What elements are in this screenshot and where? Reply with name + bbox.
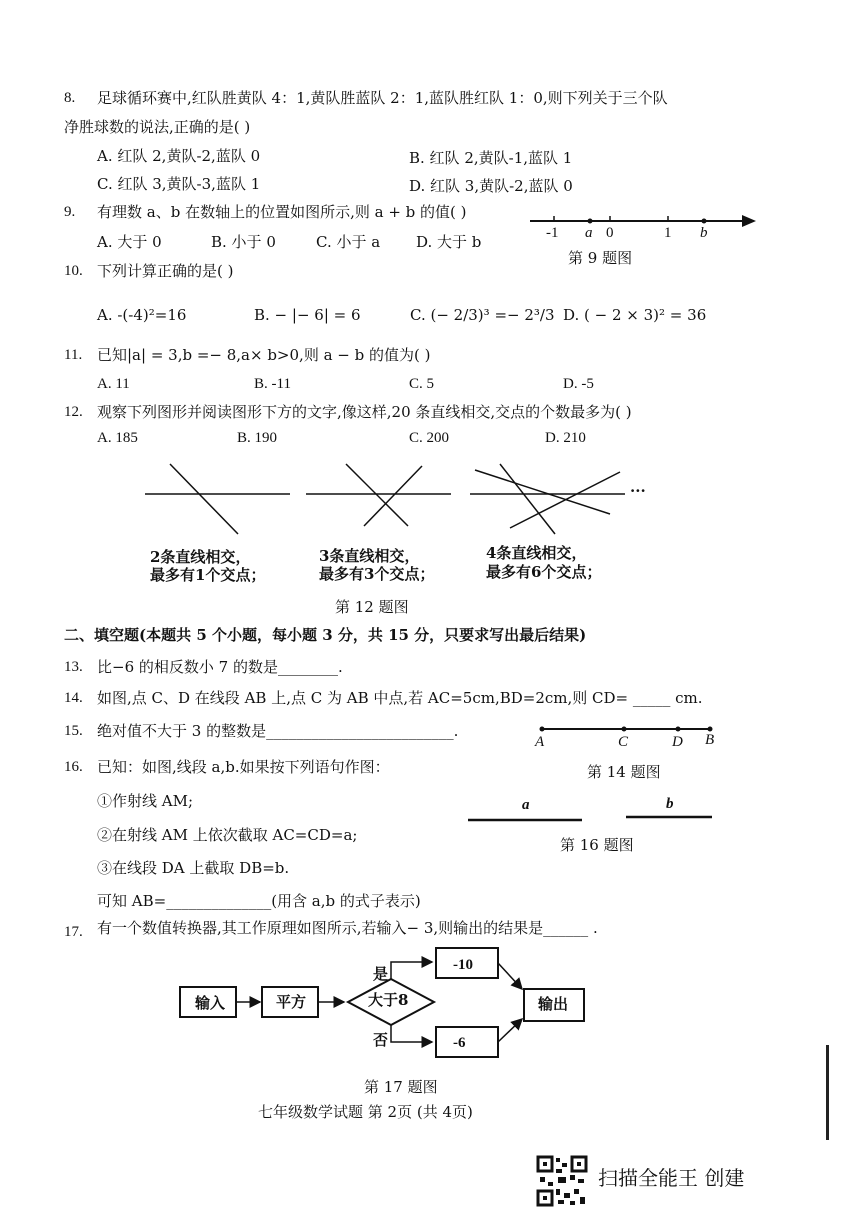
q17-box-yes-value: -10 xyxy=(453,957,473,973)
q16-label-b: b xyxy=(666,796,674,812)
q12-option-c: C. 200 xyxy=(409,430,450,446)
q10-option-a: A. -(-4)²=16 xyxy=(97,306,187,324)
q14-stem: 如图,点 C、D 在线段 AB 上,点 C 为 AB 中点,若 AC=5cm,BD=2cm,则 CD= _____ cm. xyxy=(97,689,703,707)
q14-label-d: D xyxy=(672,734,683,750)
q9-option-c: C. 小于 a xyxy=(316,233,381,251)
q13-stem: 比−6 的相反数小 7 的数是________. xyxy=(97,658,343,676)
q12-fig3-caption-line2: 最多有6个交点； xyxy=(486,563,602,581)
q16-segment-b xyxy=(626,815,714,819)
q8-option-a: A. 红队 2,黄队-2,蓝队 0 xyxy=(97,147,261,165)
q17-box-condition: 大于8 xyxy=(368,991,409,1009)
q16-conclusion: 可知 AB=______________(用含 a,b 的式子表示) xyxy=(97,892,421,910)
q12-option-a: A. 185 xyxy=(97,430,138,446)
q12-fig1-caption-line2: 最多有1个交点； xyxy=(150,566,266,584)
q16-number: 16. xyxy=(64,759,83,775)
q16-step-1: ①作射线 AM; xyxy=(97,792,194,810)
q8-stem-line1: 足球循环赛中,红队胜黄队 4：1,黄队胜蓝队 2：1,蓝队胜红队 1：0,则下列关于三个队 xyxy=(97,89,668,107)
q10-stem: 下列计算正确的是( ) xyxy=(97,262,234,280)
q9-number-line xyxy=(530,205,760,245)
q9-axis-label-1: 1 xyxy=(664,225,672,241)
q12-figure-three-lines xyxy=(306,460,456,540)
q9-axis-label-a: a xyxy=(585,225,593,241)
q9-figure-caption: 第 9 题图 xyxy=(568,249,633,267)
q9-option-d: D. 大于 b xyxy=(416,233,482,251)
q17-stem: 有一个数值转换器,其工作原理如图所示,若输入− 3,则输出的结果是______ . xyxy=(97,919,598,937)
q8-option-b: B. 红队 2,黄队-1,蓝队 1 xyxy=(409,149,573,167)
q14-segment-figure xyxy=(538,722,718,736)
q12-stem: 观察下列图形并阅读图形下方的文字,像这样,20 条直线相交,交点的个数最多为( ) xyxy=(97,403,632,421)
watermark-text: 扫描全能王 创建 xyxy=(598,1166,745,1190)
q11-number: 11. xyxy=(64,347,83,363)
q11-option-b: B. -11 xyxy=(254,376,291,392)
q17-box-output: 输出 xyxy=(538,995,569,1013)
q8-number: 8. xyxy=(64,90,76,106)
q17-box-square: 平方 xyxy=(276,993,307,1011)
q12-fig2-caption-line1: 3条直线相交， xyxy=(319,547,420,565)
q16-stem: 已知：如图,线段 a,b.如果按下列语句作图： xyxy=(97,758,390,776)
q15-stem: 绝对值不大于 3 的整数是_________________________. xyxy=(97,722,459,740)
scan-edge-line xyxy=(826,1045,829,1140)
page-footer: 七年级数学试题 第 2页 (共 4页) xyxy=(258,1103,473,1121)
q17-figure-caption: 第 17 题图 xyxy=(364,1078,438,1096)
q14-label-c: C xyxy=(618,734,629,750)
q17-label-yes: 是 xyxy=(373,965,389,983)
q14-figure-caption: 第 14 题图 xyxy=(587,763,661,781)
q14-label-b: B xyxy=(705,732,715,748)
q9-axis-label-b: b xyxy=(700,225,708,241)
q14-label-a: A xyxy=(535,734,545,750)
q8-option-c: C. 红队 3,黄队-3,蓝队 1 xyxy=(97,175,261,193)
q12-figure-caption: 第 12 题图 xyxy=(335,598,409,616)
q12-figure-two-lines xyxy=(145,460,295,540)
q12-fig1-caption-line1: 2条直线相交， xyxy=(150,548,251,566)
q17-number: 17. xyxy=(64,924,83,940)
q8-option-d: D. 红队 3,黄队-2,蓝队 0 xyxy=(409,177,573,195)
q10-option-d: D. ( − 2 × 3)² = 36 xyxy=(563,306,707,324)
q9-option-a: A. 大于 0 xyxy=(97,233,162,251)
q13-number: 13. xyxy=(64,659,83,675)
q17-box-no-value: -6 xyxy=(453,1035,466,1051)
q16-step-3: ③在线段 DA 上截取 DB=b. xyxy=(97,859,290,877)
q12-number: 12. xyxy=(64,404,83,420)
q10-number: 10. xyxy=(64,263,83,279)
q12-fig2-caption-line2: 最多有3个交点； xyxy=(319,565,435,583)
q10-option-c: C. (− 2/3)³ =− 2³/3 xyxy=(410,306,555,324)
q12-option-d: D. 210 xyxy=(545,430,586,446)
q12-ellipsis: ··· xyxy=(630,482,646,500)
q9-axis-label-neg1: -1 xyxy=(546,225,559,241)
q16-figure-caption: 第 16 题图 xyxy=(560,836,634,854)
qr-code-icon xyxy=(536,1155,588,1207)
q11-option-d: D. -5 xyxy=(563,376,594,392)
q9-axis-label-0: 0 xyxy=(606,225,614,241)
q12-figure-four-lines xyxy=(470,460,635,540)
q11-stem: 已知|a| = 3,b =− 8,a× b>0,则 a − b 的值为( ) xyxy=(97,346,431,364)
q9-number: 9. xyxy=(64,204,76,220)
q12-fig3-caption-line1: 4条直线相交， xyxy=(486,544,587,562)
q11-option-a: A. 11 xyxy=(97,376,130,392)
q17-label-no: 否 xyxy=(373,1031,389,1049)
q16-label-a: a xyxy=(522,797,530,813)
q9-stem: 有理数 a、b 在数轴上的位置如图所示,则 a + b 的值( ) xyxy=(97,203,467,221)
q12-option-b: B. 190 xyxy=(237,430,278,446)
q14-number: 14. xyxy=(64,690,83,706)
q17-box-input: 输入 xyxy=(195,994,226,1012)
q10-option-b: B. − |− 6| = 6 xyxy=(254,306,361,324)
q16-segment-a xyxy=(468,818,584,822)
q9-option-b: B. 小于 0 xyxy=(211,233,276,251)
q11-option-c: C. 5 xyxy=(409,376,435,392)
section2-title: 二、填空题(本题共 5 个小题，每小题 3 分，共 15 分，只要求写出最后结果) xyxy=(64,626,587,644)
q8-stem-line2: 净胜球数的说法,正确的是( ) xyxy=(64,118,251,136)
q16-step-2: ②在射线 AM 上依次截取 AC=CD=a; xyxy=(97,826,358,844)
q15-number: 15. xyxy=(64,723,83,739)
